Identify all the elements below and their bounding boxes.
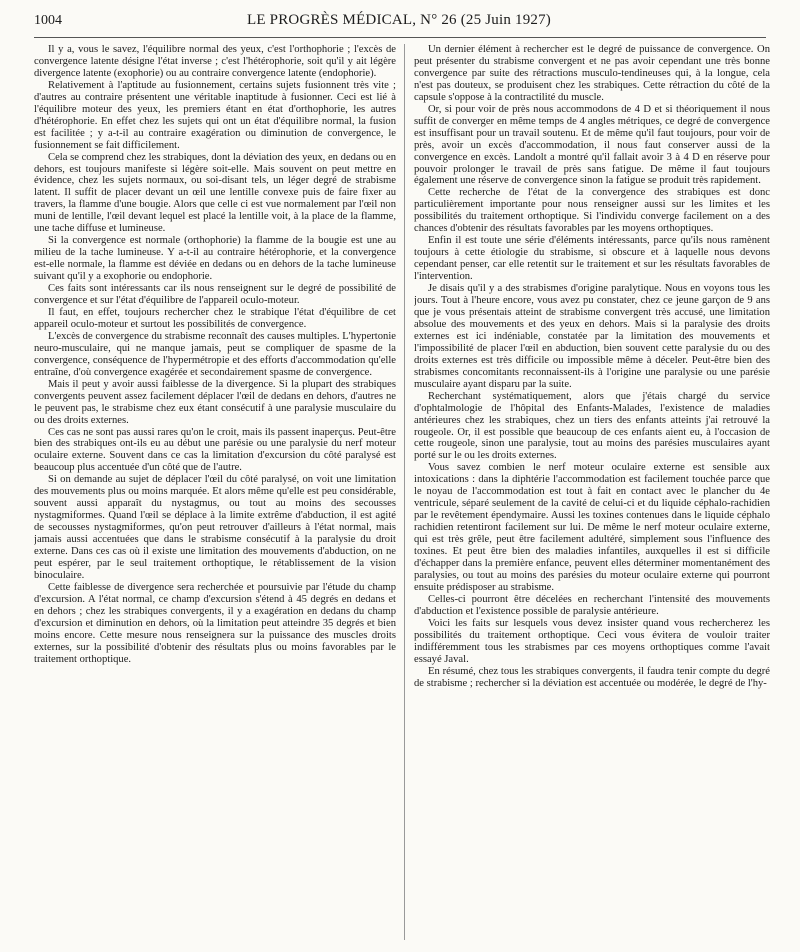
paragraph: Mais il peut y avoir aussi faiblesse de la divergence. Si la plupart des strabiques convergents peuvent assez facilement déplacer l'œil de dedans en dehors, d'autres ne le peuvent pas, le strabisme chez eux étant consécutif à une paralysie musculaire du ou des droits externes. [34,378,396,426]
paragraph: L'excès de convergence du strabisme reconnaît des causes multiples. L'hypertonie neuro-musculaire, qui ne manque jamais, peut se compliquer de spasme de la convergence, conséquence de l'hypermétropie et des efforts d'accommodation qu'elle entraîne, d'où convergence exagérée et secondairement spasme de convergence. [34,330,396,378]
paragraph: Vous savez combien le nerf moteur oculaire externe est sensible aux intoxications : dans la diphtérie l'accommodation est facilement touchée parce que le noyau de l'accommodation est tout à fait en contact avec le plancher du 4e ventricule, séparé seulement de la cavité de celui-ci et du liquide céphalo-rachidien par le revêtement épendymaire. Aussi les toxines contenues dans le liquide céphalo rachidien retentiront facilement sur lui. De même le nerf moteur oculaire externe, qui est très grêle, peut être facilement adultéré, simplement sous l'influence des toxines. Et peut être bien des maladies infantiles, auxquelles il est si difficile d'échapper dans la première enfance, peuvent elles déterminer momentanément des paralysies, ou tout au moins des parésies du moteur oculaire externe qui pourront ensuite prédisposer au strabisme. [414,462,770,593]
paragraph: Cette faiblesse de divergence sera recherchée et poursuivie par l'étude du champ d'excursion. A l'état normal, ce champ d'excursion s'étend à 45 degrés en dedans et en dehors ; chez les strabiques convergents, il y a exagération en dedans du champ d'excursion et diminution en dehors, où la limitation peut atteindre 35 degrés et bien moins encore. Cette mesure nous renseignera sur la puissance des muscles droits externes, sur la possibilité d'obtenir des résultats plus ou moins favorables par le traitement orthoptique. [34,581,396,665]
paragraph: Or, si pour voir de près nous accommodons de 4 D et si théoriquement il nous suffit de converger en même temps de 4 angles métriques, ce degré de convergence est insuffisant pour un travail soutenu. Et de même qu'il faut toujours, pour voir de près, avoir un excès d'accommodation, il nous faut conserver aussi de la convergence en excès. Landolt a montré qu'il fallait avoir 3 à 4 D en réserve pour pouvoir prolonger le travail de près sans fatigue. De même il faut toujours également une réserve de convergence sinon la fatigue se produit très rapidement. [414,103,770,187]
paragraph: Je disais qu'il y a des strabismes d'origine paralytique. Nous en voyons tous les jours. Tout à l'heure encore, vous avez pu constater, chez ce jeune garçon de 9 ans que je vous présentais atteint de strabisme convergent très accusé, une limitation absolue des mouvements et des yeux en dehors. Mais si la paralysie des droits externes est ici indéniable, constatée par la limitation des mouvements et l'impossibilité de placer l'œil en abduction, bien souvent cette paralysie du ou des droits externes est très difficile ou impossible même à déceler. Peut-être bien des strabismes concomitants reconnaissent-ils à l'origine une paralysie ou une parésie musculaire ayant disparu par la suite. [414,283,770,390]
paragraph: Il faut, en effet, toujours rechercher chez le strabique l'état d'équilibre de cet appareil oculo-moteur et surtout les possibilités de convergence. [34,306,396,330]
header-rule [34,37,766,38]
paragraph: Ces faits sont intéressants car ils nous renseignent sur le degré de possibilité de convergence et sur l'état d'équilibre de l'appareil oculo-moteur. [34,283,396,307]
column-divider [404,44,405,940]
left-column [34,44,396,942]
paragraph: Cette recherche de l'état de la convergence des strabiques est donc particulièrement importante pour nous renseigner aussi sur les limites et les possibilités du traitement orthoptique. Si l'individu converge facilement on a des chances d'obtenir des résultats favorables par les moyens orthoptiques. [414,187,770,235]
paragraph: Cela se comprend chez les strabiques, dont la déviation des yeux, en dedans ou en dehors, est toujours manifeste si légère soit-elle. Mais souvent on peut mettre en évidence, chez les sujets normaux, ou soi-disant tels, un léger degré de strabisme latent. Il suffit de placer devant un œil une lentille convexe puis de faire fixer au travers, la flamme d'une bougie. Alors que celle ci est vue normalement par l'œil non muni de lentille, l'œil devant lequel est placé la lentille voit, à la place de la flamme, une tache diffuse et lumineuse. [34,151,396,235]
journal-title: LE PROGRÈS MÉDICAL, N° 26 (25 Juin 1927) [246,12,551,28]
paragraph: Relativement à l'aptitude au fusionnement, certains sujets fusionnent très vite ; d'autres au contraire présentent une véritable inaptitude à fusionner. Ceci est lié à l'équilibre moteur des yeux, les premiers étant en état d'orthophorie, les autres d'hétérophorie. En effet chez les sujets qui ont un état d'équilibre normal, la fusion est facilitée ; y a-t-il au contraire exagération ou diminution de convergence, le fusionnement se fait difficilement. [34,79,396,151]
paragraph: Celles-ci pourront être décelées en recherchant l'intensité des mouvements d'abduction et l'existence possible de paralysie antérieure. [414,593,770,617]
paragraph: Enfin il est toute une série d'éléments intéressants, parce qu'ils nous ramènent toujours à cette étiologie du strabisme, si obscure et à laquelle nous devons cependant penser, car elle retentit sur le traitement et sur les résultats favorables de l'intervention. [414,235,770,283]
paragraph: Ces cas ne sont pas aussi rares qu'on le croit, mais ils passent inaperçus. Peut-être bien des strabiques ont-ils eu au début une parésie ou une paralysie du nerf moteur oculaire externe. Souvent dans ce cas la limitation d'excursion du côté paralysé est beaucoup plus accentuée d'un côté que de l'autre. [34,426,396,474]
paragraph: En résumé, chez tous les strabiques convergents, il faudra tenir compte du degré de strabisme ; rechercher si la déviation est accentuée ou modérée, le degré de l'hy- [414,665,770,689]
page-header [34,12,766,32]
paragraph: Il y a, vous le savez, l'équilibre normal des yeux, c'est l'orthophorie ; l'excès de convergence latente désigne l'état inverse ; c'est l'hétérophorie, soit qu'il y ait légère divergence latente (exophorie) ou au contraire convergence latente (endophorie). [34,44,396,79]
paragraph: Recherchant systématiquement, alors que j'étais chargé du service d'ophtalmologie de l'hôpital des Enfants-Malades, l'existence de maladies antérieures chez les strabiques, chez un tiers des enfants atteints j'ai retrouvé la rougeole. Or, il est possible que beaucoup de ces enfants aient eu, à l'occasion de cette rougeole, sinon une paralysie, tout au moins des parésies musculaires ayant porté sur le ou les droits externes. [414,390,770,462]
paragraph: Si on demande au sujet de déplacer l'œil du côté paralysé, on voit une limitation des mouvements plus ou moins marquée. Et alors même qu'elle est peu considérable, souvent aussi apparaît du nystagmus, ou tout au moins des secousses nystagmiformes. Quand l'œil se déplace à la limite extrême d'abduction, il est agité de secousses nystagmiformes, qu'on peut retrouver d'ailleurs à l'état normal, mais jamais aussi accentuées que dans le strabisme consécutif à la paralysie du droit externe. Dans ces cas où il existe une limitation des mouvements d'abduction, on ne peut espérer, par le seul traitement orthoptique, le rétablissement de la vision binoculaire. [34,474,396,581]
right-column [414,44,770,942]
paragraph: Voici les faits sur lesquels vous devez insister quand vous rechercherez les possibilités du traitement orthoptique. Ceci vous évitera de vouloir traiter indifféremment tous les strabismes par ces moyens orthoptiques comme l'avait essayé Javal. [414,617,770,665]
paragraph: Un dernier élément à rechercher est le degré de puissance de convergence. On peut présenter du strabisme convergent et ne pas avoir cependant une très bonne convergence par suite des rétractions musculo-tendineuses qui, à la longue, cela n'est pas douteux, se produisent chez les strabiques. Cette rétraction du côté de la capsule s'oppose à la contractilité du muscle. [414,44,770,103]
page-number: 1004 [34,13,62,28]
paragraph: Si la convergence est normale (orthophorie) la flamme de la bougie est une au milieu de la tache lumineuse. Y a-t-il au contraire hétérophorie, et la convergence est-elle normale, la flamme est déviée en dedans ou en dehors de la tache lumineuse suivant qu'il y a exophorie ou endophorie. [34,235,396,283]
